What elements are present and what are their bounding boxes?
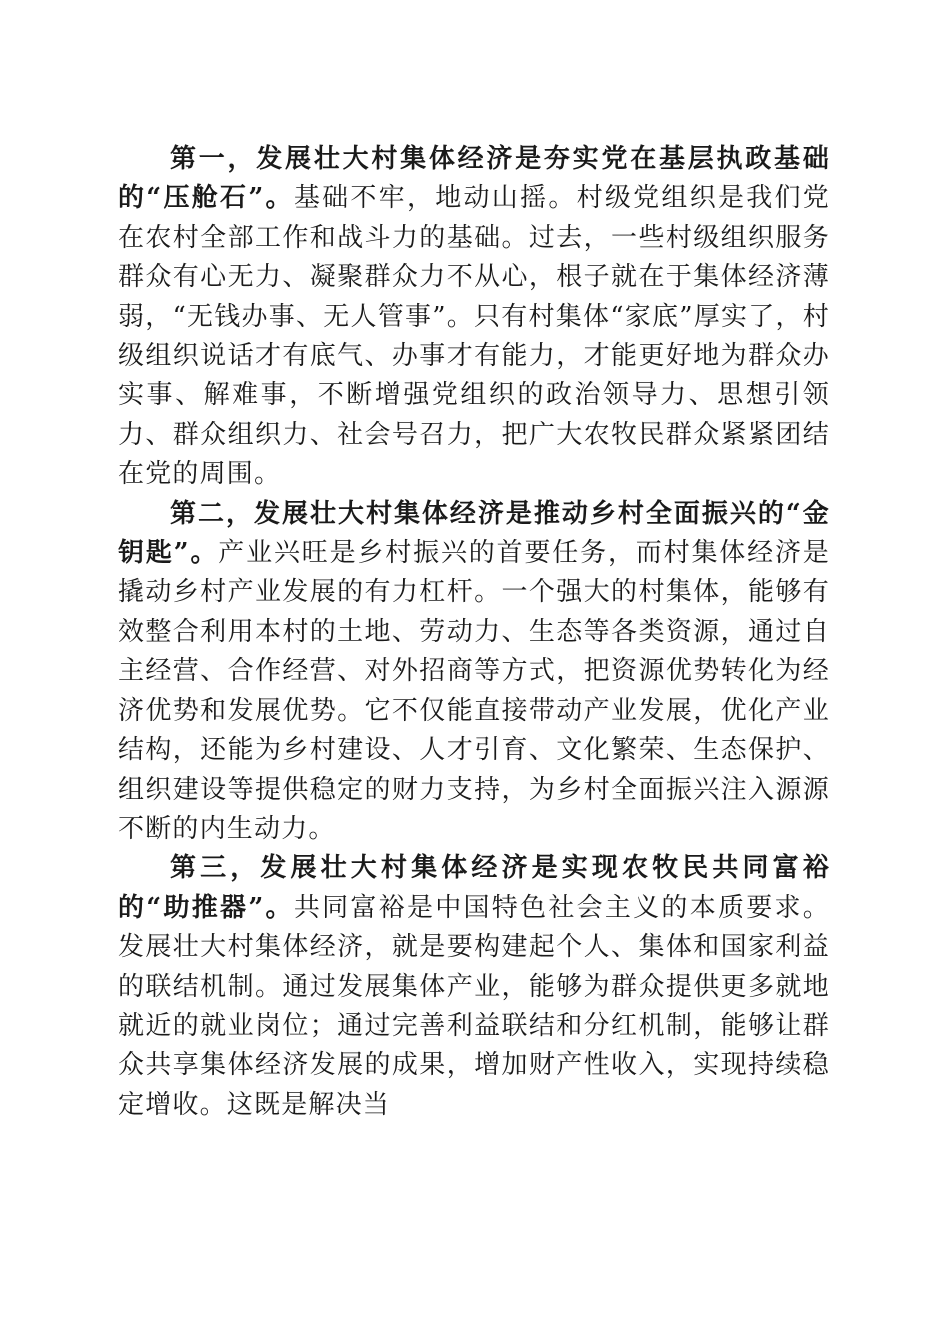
paragraph-2-lead: 第二，发展壮大村集体经济是推动乡村全面振兴的“金钥匙”。 [118, 498, 830, 569]
paragraph-2 [118, 495, 830, 850]
paragraph-3-body: 共同富裕是中国特色社会主义的本质要求。发展壮大村集体经济，就是要构建起个人、集体和国家利益的联结机制。通过发展集体产业，能够为群众提供更多就地就近的就业岗位；通过完善利益联结和分红机制，能够让群众共享集体经济发展的成果，增加财产性收入，实现持续稳定增收。这既是解决当 [118, 892, 830, 1120]
paragraph-1 [118, 140, 830, 495]
document-body [118, 140, 830, 1125]
paragraph-1-lead: 第一，发展壮大村集体经济是夯实党在基层执政基础的“压舱石”。 [118, 144, 830, 214]
paragraph-2-body: 产业兴旺是乡村振兴的首要任务，而村集体经济是撬动乡村产业发展的有力杠杆。一个强大的村集体，能够有效整合利用本村的土地、劳动力、生态等各类资源，通过自主经营、合作经营、对外招商等方式，把资源优势转化为经济优势和发展优势。它不仅能直接带动产业发展，优化产业结构，还能为乡村建设、人才引育、文化繁荣、生态保护、组织建设等提供稳定的财力支持，为乡村全面振兴注入源源不断的内生动力。 [118, 538, 830, 844]
paragraph-3-lead: 第三，发展壮大村集体经济是实现农牧民共同富裕的“助推器”。 [118, 853, 830, 923]
paragraph-3 [118, 849, 830, 1125]
paragraph-1-body: 基础不牢，地动山摇。村级党组织是我们党在农村全部工作和战斗力的基础。过去，一些村级组织服务群众有心无力、凝聚群众力不从心，根子就在于集体经济薄弱，“无钱办事、无人管事”。只有村集体“家底”厚实了，村级组织说话才有底气、办事才有能力，才能更好地为群众办实事、解难事，不断增强党组织的政治领导力、思想引领力、群众组织力、社会号召力，把广大农牧民群众紧紧团结在党的周围。 [118, 183, 830, 490]
